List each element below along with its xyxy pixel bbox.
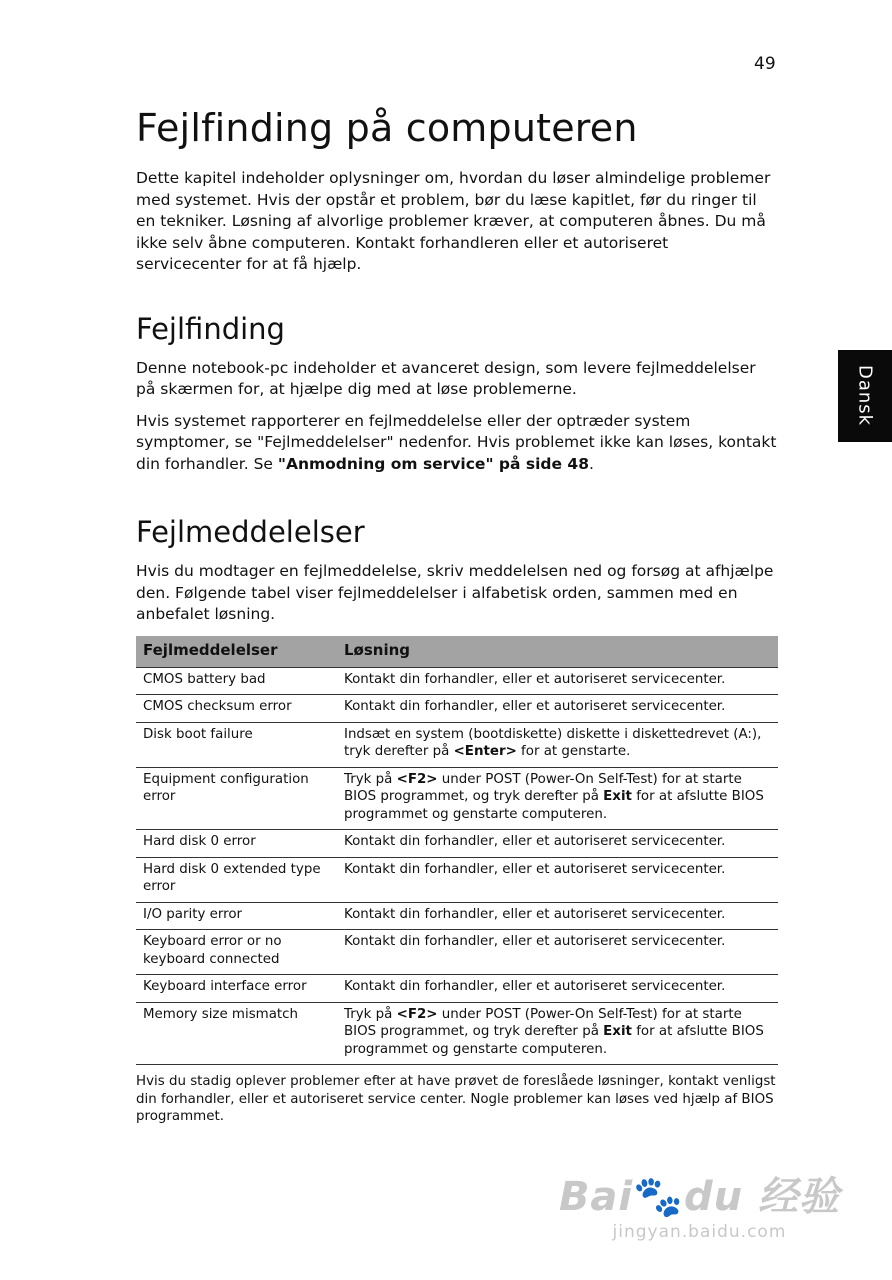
solution-cell: Kontakt din forhandler, eller et autoriseret servicecenter. [337, 830, 778, 858]
watermark-logo: Bai🐾du 经验 [558, 1174, 840, 1220]
solution-cell: Kontakt din forhandler, eller et autoriseret servicecenter. [337, 975, 778, 1003]
solution-cell: Indsæt en system (bootdiskette) diskette i diskettedrevet (A:), tryk derefter på <Enter> for at genstarte. [337, 722, 778, 767]
error-message-cell: CMOS battery bad [136, 667, 337, 695]
error-message-cell: Memory size mismatch [136, 1002, 337, 1065]
table-row [136, 667, 778, 695]
error-message-cell: Hard disk 0 extended type error [136, 857, 337, 902]
error-message-cell: I/O parity error [136, 902, 337, 930]
section-heading-fejlmeddelelser: Fejlmeddelelser [136, 515, 365, 549]
error-message-cell: Keyboard interface error [136, 975, 337, 1003]
table-row [136, 857, 778, 902]
section2-paragraph-1: Hvis du modtager en fejlmeddelelse, skriv meddelelsen ned og forsøg at afhjælpe den. Følgende tabel viser fejlmeddelelser i alfabetisk orden, sammen med en anbefalet løsning. [136, 562, 774, 623]
table-body [136, 667, 778, 1065]
solution-cell: Kontakt din forhandler, eller et autoriseret servicecenter. [337, 667, 778, 695]
page-title: Fejlfinding på computeren [136, 106, 638, 150]
table-header-error: Fejlmeddelelser [136, 636, 337, 668]
solution-cell: Tryk på <F2> under POST (Power-On Self-Test) for at starte BIOS programmet, og tryk derefter på Exit for at afslutte BIOS programmet og genstarte computeren. [337, 767, 778, 830]
error-message-cell: Disk boot failure [136, 722, 337, 767]
table-row [136, 1002, 778, 1065]
solution-cell: Kontakt din forhandler, eller et autoriseret servicecenter. [337, 857, 778, 902]
error-message-cell: Keyboard error or no keyboard connected [136, 930, 337, 975]
solution-cell: Kontakt din forhandler, eller et autoriseret servicecenter. [337, 695, 778, 723]
table-row [136, 722, 778, 767]
side-tab-label: Dansk [854, 365, 876, 427]
table-row [136, 902, 778, 930]
watermark-url: jingyan.baidu.com [612, 1222, 787, 1242]
page-content [136, 100, 778, 1136]
solution-cell: Tryk på <F2> under POST (Power-On Self-Test) for at starte BIOS programmet, og tryk derefter på Exit for at afslutte BIOS programmet og genstarte computeren. [337, 1002, 778, 1065]
section-heading-fejlfinding: Fejlfinding [136, 311, 285, 346]
table-header-row [136, 636, 778, 668]
section1-paragraph-2-end: . [588, 454, 594, 473]
table-row [136, 975, 778, 1003]
page-number: 49 [754, 54, 776, 74]
section1-paragraph-2 [136, 411, 778, 476]
error-messages-table [136, 636, 778, 1066]
solution-cell: Kontakt din forhandler, eller et autoriseret servicecenter. [337, 930, 778, 975]
footer-note: Hvis du stadig oplever problemer efter at have prøvet de foreslåede løsninger, kontakt venligst din forhandler, eller et autoriseret service center. Nogle problemer kan løses ved hjælp af BIOS programmet. [136, 1074, 776, 1124]
error-message-cell: CMOS checksum error [136, 695, 337, 723]
error-message-cell: Hard disk 0 error [136, 830, 337, 858]
language-side-tab [838, 350, 892, 442]
cross-reference-link[interactable]: "Anmodning om service" på side 48 [277, 454, 589, 473]
section1-paragraph-1: Denne notebook-pc indeholder et avanceret design, som levere fejlmeddelelser på skærmen for, at hjælpe dig med at løse problemerne. [136, 358, 756, 398]
table-row [136, 930, 778, 975]
table-row [136, 695, 778, 723]
intro-paragraph: Dette kapitel indeholder oplysninger om, hvordan du løser almindelige problemer med systemet. Hvis der opstår et problem, bør du læse kapitlet, før du ringer til en tekniker. Løsning af alvorlige problemer kræver, at computeren åbnes. Du må ikke selv åbne computeren. Kontakt forhandleren eller et autoriseret servicecenter for at få hjælp. [136, 169, 771, 273]
table-row [136, 767, 778, 830]
error-message-cell: Equipment configuration error [136, 767, 337, 830]
table-header-solution: Løsning [337, 636, 778, 668]
section1-paragraph-2-text: Hvis systemet rapporterer en fejlmeddelelse eller der optræder system symptomer, se "Fejlmeddelelser" nedenfor. Hvis problemet ikke kan løses, kontakt din forhandler. Se [136, 411, 777, 473]
watermark [559, 1165, 840, 1242]
table-row [136, 830, 778, 858]
solution-cell: Kontakt din forhandler, eller et autoriseret servicecenter. [337, 902, 778, 930]
